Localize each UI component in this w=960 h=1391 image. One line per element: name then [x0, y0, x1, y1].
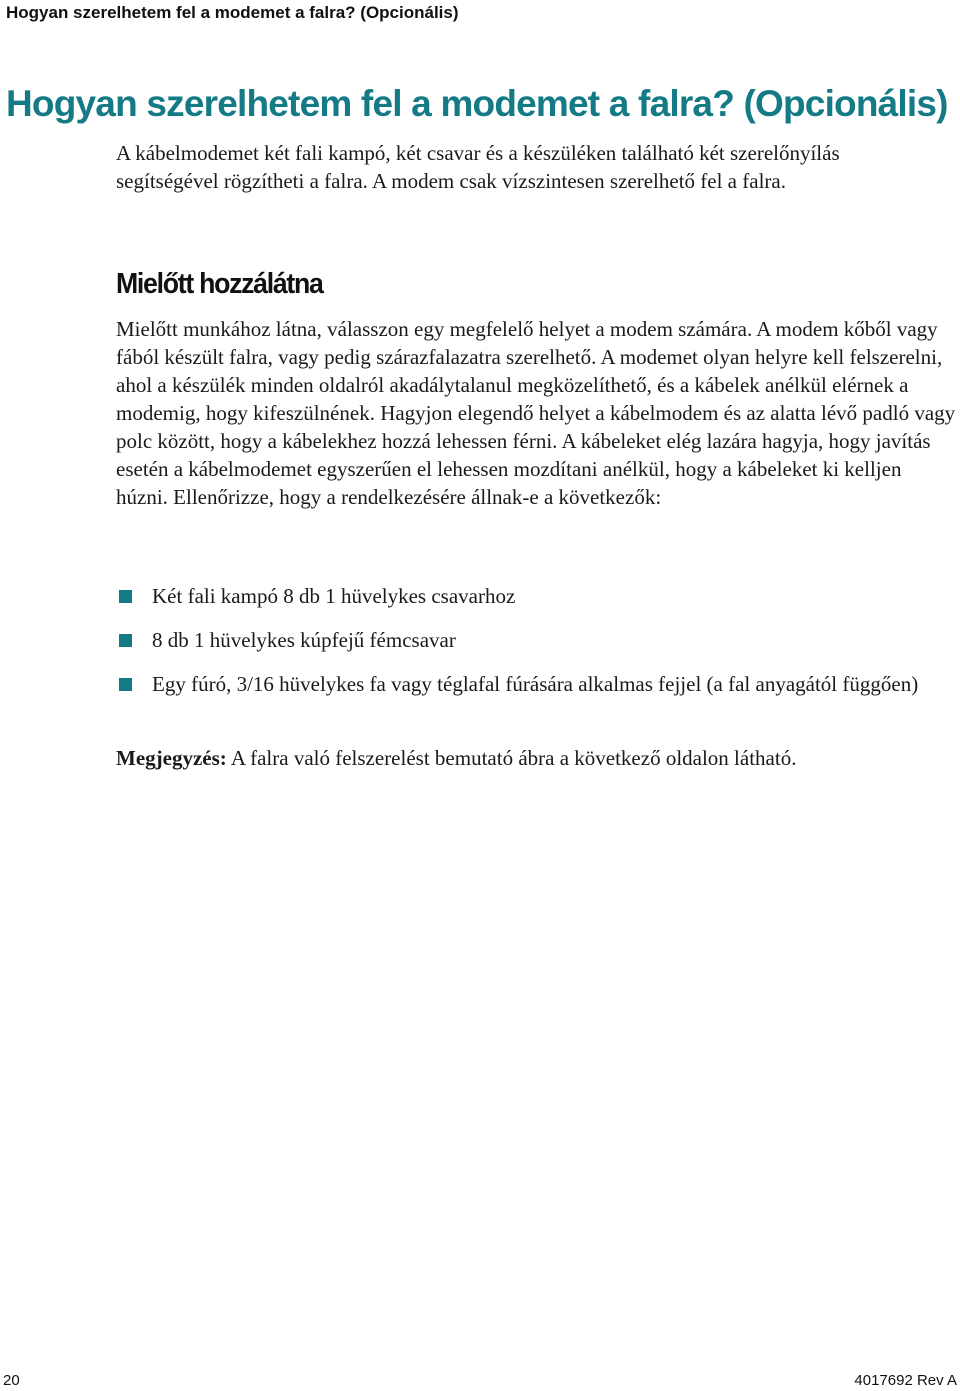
document-code: 4017692 Rev A	[854, 1372, 957, 1389]
list-item-text: Két fali kampó 8 db 1 hüvelykes csavarhoz	[152, 584, 516, 608]
list-item-text: Egy fúró, 3/16 hüvelykes fa vagy téglafal fúrására alkalmas fejjel (a fal anyagától függően)	[152, 672, 919, 696]
square-bullet-icon	[119, 634, 132, 647]
list-item-text: 8 db 1 hüvelykes kúpfejű fémcsavar	[152, 628, 456, 652]
intro-paragraph: A kábelmodemet két fali kampó, két csavar és a készüléken található két szerelőnyílás segítségével rögzítheti a falra. A modem csak vízszintesen szerelhető fel a falra.	[116, 141, 840, 193]
running-header: Hogyan szerelhetem fel a modemet a falra? (Opcionális)	[6, 3, 459, 22]
list-item	[116, 582, 958, 610]
section-paragraph: Mielőtt munkához látna, válasszon egy megfelelő helyet a modem számára. A modem kőből vagy fából készült falra, vagy pedig szárazfalazatra szerelhető. A modemet olyan helyre kell felszerelni, ahol a készülék minden oldalról akadálytalanul megközelíthető, és a kábelek anélkül elérnek a modemig, hogy kifeszülnének. Hagyjon elegendő helyet a kábelmodem és az alatta lévő padló vagy polc között, hogy a kábelekhez hozzá lehessen férni. A kábeleket elég lazára hagyja, hogy javítás esetén a kábelmodemet egyszerűen el lehessen mozdítani anélkül, hogy a kábeleket ki kelljen húzni. Ellenőrizze, hogy a rendelkezésére állnak-e a következők:	[116, 317, 956, 509]
note-label: Megjegyzés:	[116, 746, 227, 770]
square-bullet-icon	[119, 678, 132, 691]
section-heading: Mielőtt hozzálátna	[116, 268, 323, 300]
page-number: 20	[3, 1372, 20, 1389]
square-bullet-icon	[119, 590, 132, 603]
list-item	[116, 626, 958, 654]
list-item	[116, 670, 958, 698]
note-text: A falra való felszerelést bemutató ábra a következő oldalon látható.	[226, 746, 797, 770]
requirements-list	[116, 582, 958, 714]
note	[116, 744, 958, 772]
page-title: Hogyan szerelhetem fel a modemet a falra? (Opcionális)	[6, 83, 948, 124]
